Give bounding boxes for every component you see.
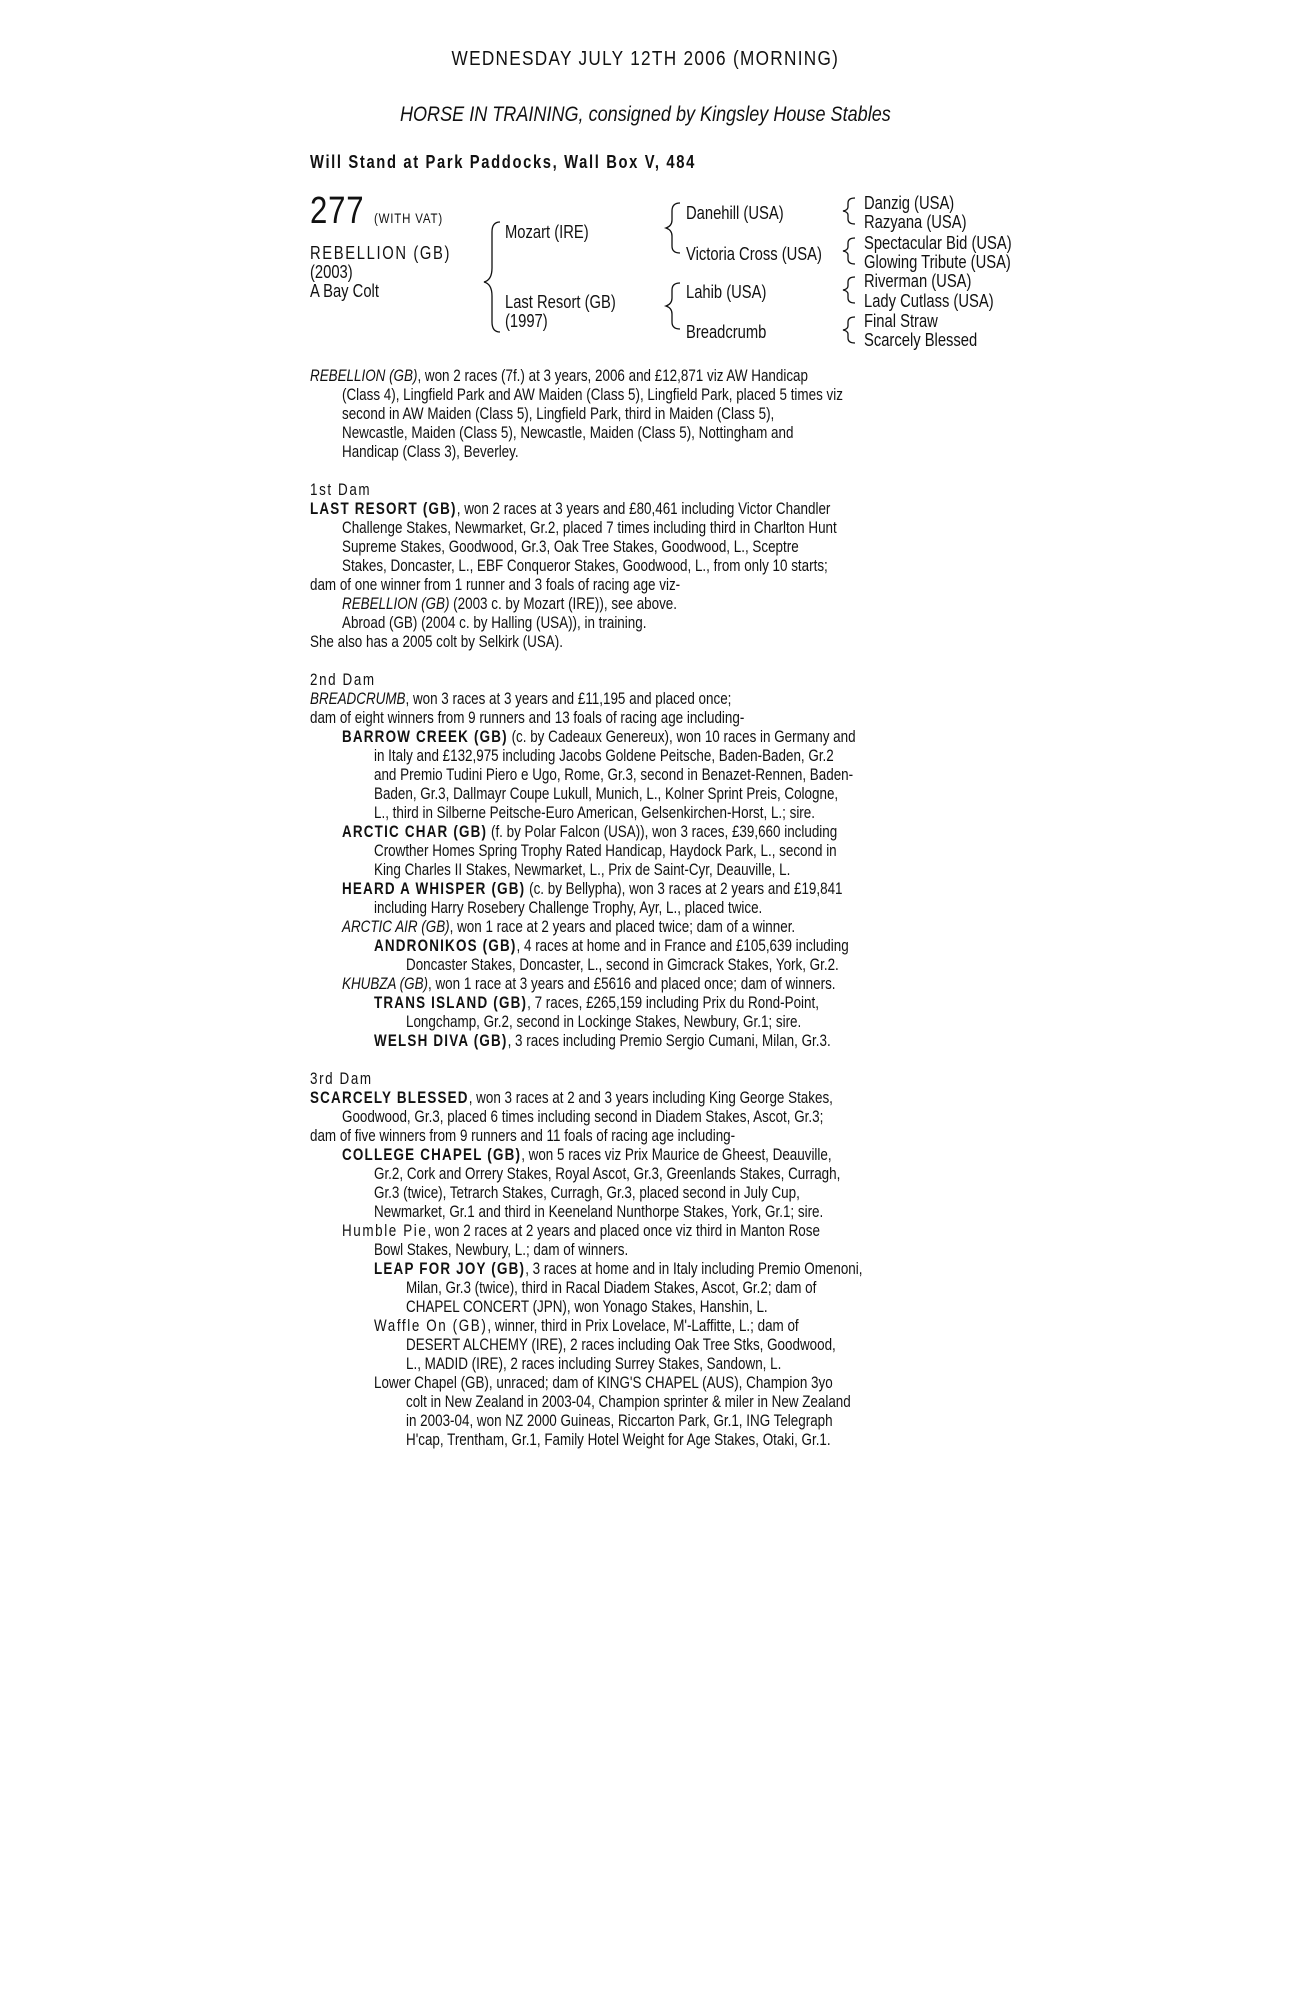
pedigree-g2: Razyana (USA): [864, 212, 967, 232]
brace-g1: [843, 198, 855, 224]
horse-description: A Bay Colt: [310, 281, 379, 301]
brace-g3: [843, 277, 855, 303]
pedigree-sire-sire: Danehill (USA): [686, 203, 784, 223]
pedigree-g1: Danzig (USA): [864, 193, 955, 213]
pedigree-g6: Lady Cutlass (USA): [864, 291, 994, 311]
third-dam-heading: 3rd Dam: [310, 1069, 373, 1088]
horse-name: REBELLION (GB): [310, 243, 452, 263]
brace-main: [484, 222, 500, 332]
pedigree-dam-dam: Breadcrumb: [686, 322, 767, 342]
brace-dam: [666, 283, 680, 329]
pedigree-g5: Riverman (USA): [864, 271, 972, 291]
pedigree-sire-dam: Victoria Cross (USA): [686, 244, 822, 264]
brace-g4: [843, 317, 855, 343]
first-dam-heading: 1st Dam: [310, 480, 372, 499]
catalogue-body: [310, 366, 1030, 1449]
horse-foaling-year: (2003): [310, 262, 353, 282]
lot-number: 277: [310, 190, 365, 232]
stand-location: Will Stand at Park Paddocks, Wall Box V, 484: [310, 152, 696, 172]
second-dam-heading: 2nd Dam: [310, 670, 376, 689]
lot-vat-note: (WITH VAT): [374, 210, 443, 226]
pedigree-g8: Scarcely Blessed: [864, 330, 978, 350]
second-dam-section: 2nd Dam BREADCRUMB, won 3 races at 3 years and £11,195 and placed once; dam of eight winners from 9 runners and 13 foals of racing age including- BARROW CREEK (GB) (c. by Cadeaux Genereux), won 10 races in Germany and in Italy and £132,975 including Jacobs Goldene Peitsche, Baden-Baden, Gr.2 and Premio Tudini Piero e Ugo, Rome, Gr.3, second in Benazet-Rennen, Baden- Baden, Gr.3, Dallmayr Coupe Lukull, Munich, L., Kolner Sprint Preis, Cologne, L., third in Silberne Peitsche-Euro American, Gelsenkirchen-Horst, L.; sire. ARCTIC CHAR (GB) (f. by Polar Falcon (USA)), won 3 races, £39,660 including Crowther Homes Spring Trophy Rated Handicap, Haydock Park, L., second in King Charles II Stakes, Newmarket, L., Prix de Saint-Cyr, Deauville, L. HEARD A WHISPER (GB) (c. by Bellypha), won 3 races at 2 years and £19,841 including Harry Rosebery Challenge Trophy, Ayr, L., placed twice. ARCTIC AIR (GB), won 1 race at 2 years and placed twice; dam of a winner. ANDRONIKOS (GB), 4 races at home and in France and £105,639 including Doncaster Stakes, Doncaster, L., second in Gimcrack Stakes, York, Gr.2. KHUBZA (GB), won 1 race at 3 years and £5616 and placed once; dam of winners. TRANS ISLAND (GB), 7 races, £265,159 including Prix du Rond-Point, Longchamp, Gr.2, second in Lockinge Stakes, Newbury, Gr.1; sire. WELSH DIVA (GB), 3 races including Premio Sergio Cumani, Milan, Gr.3.: [310, 670, 1030, 1050]
sale-date-heading: WEDNESDAY JULY 12TH 2006 (MORNING): [451, 48, 839, 70]
pedigree-dam-sire: Lahib (USA): [686, 282, 767, 302]
consignor-heading: HORSE IN TRAINING, consigned by Kingsley House Stables: [399, 103, 891, 126]
pedigree-g3: Spectacular Bid (USA): [864, 233, 1012, 253]
brace-sire: [666, 203, 680, 253]
first-dam-section: 1st Dam LAST RESORT (GB), won 2 races at 3 years and £80,461 including Victor Chandler Challenge Stakes, Newmarket, Gr.2, placed 7 times including third in Charlton Hunt Supreme Stakes, Goodwood, Gr.3, Oak Tree Stakes, Goodwood, L., Sceptre Stakes, Doncaster, L., EBF Conqueror Stakes, Goodwood, L., from only 10 starts; dam of one winner from 1 runner and 3 foals of racing age viz- REBELLION (GB) (2003 c. by Mozart (IRE)), see above. Abroad (GB) (2004 c. by Halling (USA)), in training. She also has a 2005 colt by Selkirk (USA).: [310, 480, 1030, 651]
pedigree-brackets: [0, 0, 1290, 360]
race-record: REBELLION (GB), won 2 races (7f.) at 3 years, 2006 and £12,871 viz AW Handicap (Class 4), Lingfield Park and AW Maiden (Class 5), Lingfield Park, placed 5 times viz second in AW Maiden (Class 5), Lingfield Park, third in Maiden (Class 5), Newcastle, Maiden (Class 5), Newcastle, Maiden (Class 5), Nottingham and Handicap (Class 3), Beverley.: [310, 366, 843, 461]
pedigree-g7: Final Straw: [864, 311, 938, 331]
pedigree-dam: Last Resort (GB): [505, 292, 616, 312]
pedigree-g4: Glowing Tribute (USA): [864, 252, 1011, 272]
pedigree-sire: Mozart (IRE): [505, 222, 589, 242]
third-dam-section: 3rd Dam SCARCELY BLESSED, won 3 races at 2 and 3 years including King George Stakes, Goodwood, Gr.3, placed 6 times including second in Diadem Stakes, Ascot, Gr.3; dam of five winners from 9 runners and 11 foals of racing age including- COLLEGE CHAPEL (GB), won 5 races viz Prix Maurice de Gheest, Deauville, Gr.2, Cork and Orrery Stakes, Royal Ascot, Gr.3, Greenlands Stakes, Curragh, Gr.3 (twice), Tetrarch Stakes, Curragh, Gr.3, placed second in July Cup, Newmarket, Gr.1 and third in Keeneland Nunthorpe Stakes, York, Gr.1; sire. Humble Pie, won 2 races at 2 years and placed once viz third in Manton Rose Bowl Stakes, Newbury, L.; dam of winners. LEAP FOR JOY (GB), 3 races at home and in Italy including Premio Omenoni, Milan, Gr.3 (twice), third in Racal Diadem Stakes, Ascot, Gr.2; dam of CHAPEL CONCERT (JPN), won Yonago Stakes, Hanshin, L. Waffle On (GB), winner, third in Prix Lovelace, M'-Laffitte, L.; dam of DESERT ALCHEMY (IRE), 2 races including Oak Tree Stks, Goodwood, L., MADID (IRE), 2 races including Surrey Stakes, Sandown, L. Lower Chapel (GB), unraced; dam of KING'S CHAPEL (AUS), Champion 3yo colt in New Zealand in 2003-04, Champion sprinter & miler in New Zealand in 2003-04, won NZ 2000 Guineas, Riccarton Park, Gr.1, ING Telegraph H'cap, Trentham, Gr.1, Family Hotel Weight for Age Stakes, Otaki, Gr.1.: [310, 1069, 1030, 1449]
pedigree-dam-year: (1997): [505, 311, 548, 331]
